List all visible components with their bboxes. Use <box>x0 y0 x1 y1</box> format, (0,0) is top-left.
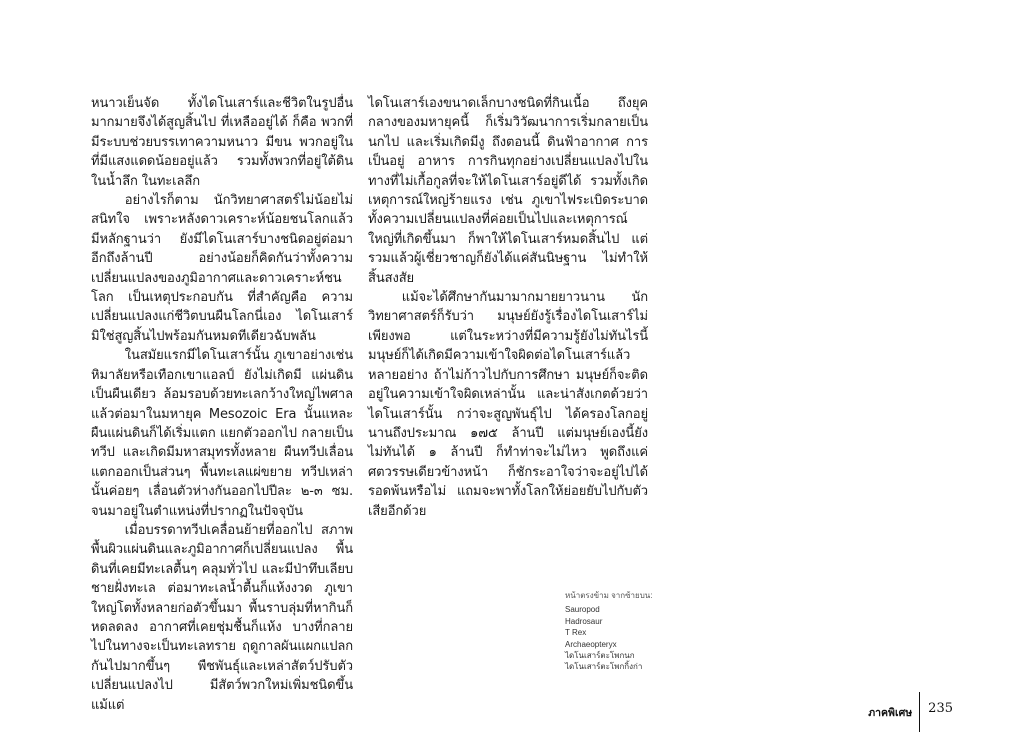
article-column-left <box>91 94 353 715</box>
caption-item: T Rex <box>565 628 587 638</box>
caption-item: Hadrosaur <box>565 616 603 626</box>
section-name: ภาคพิเศษ <box>868 707 913 719</box>
paragraph: เมื่อบรรดาทวีปเคลื่อนย้ายที่ออกไป สภาพพื้นผิวแผ่นดินและภูมิอากาศก็เปลี่ยนแปลง พื้นดินที่เคยมีทะเลตื้นๆ คลุมทั่วไป และมีป่าทึบเลียบชายฝั่งทะเล ต่อมาทะเลน้ำตื้นก็แห้งงวด ภูเขาใหญ่โตทั้งหลายก่อตัวขึ้นมา พื้นราบลุ่มที่หากินก็หดลดลง อากาศที่เคยชุ่มชื้นก็แห้ง บางที่กลายไปในทางจะเป็นทะเลทราย ฤดูกาลผันแผกแปลกกันไปมากขึ้นๆ พืชพันธุ์และเหล่าสัตว์ปรับตัวเปลี่ยนแปลงไป มีสัตว์พวกใหม่เพิ่มชนิดขึ้น แม้แต่ <box>91 522 353 713</box>
paragraph: ไดโนเสาร์เองขนาดเล็กบางชนิดที่กินเนื้อ ถึงยุคกลางของมหายุคนี้ ก็เริ่มวิวัฒนาการเริ่มกลายเป็นนกไป และเริ่มเกิดมีงู ถึงตอนนี้ ดินฟ้าอากาศ การเป็นอยู่ อาหาร การกินทุกอย่างเปลี่ยนแปลงไปในทางที่ไม่เกื้อกูลที่จะให้ไดโนเสาร์อยู่ดีได้ รวมทั้งเกิดเหตุการณ์ใหญ่ร้ายแรง เช่น ภูเขาไฟระเบิดระบาด ทั้งความเปลี่ยนแปลงที่ค่อยเป็นไปและเหตุการณ์ใหญ่ที่เกิดขึ้นมา ก็พาให้ไดโนเสาร์หมดสิ้นไป แต่รวมแล้วผู้เชี่ยวชาญก็ยังได้แค่สันนิษฐาน ไม่ทำให้สิ้นสงสัย <box>368 96 648 286</box>
caption-item: ไดโนเสาร์ตะโพกกิ้งก่า <box>565 662 643 672</box>
paragraph: หนาวเย็นจัด ทั้งไดโนเสาร์และชีวิตในรูปอื่นมากมายจึงได้สูญสิ้นไป ที่เหลืออยู่ได้ ก็คือ พวกที่มีระบบช่วยบรรเทาความหนาว มีขน พวกอยู่ในที่มีแสงแดดน้อยอยู่แล้ว รวมทั้งพวกที่อยู่ใต้ดิน ในน้ำลึก ในทะเลลึก <box>91 96 353 189</box>
caption-item: Archaeopteryx <box>565 639 617 649</box>
caption-item: Sauropod <box>565 605 600 615</box>
caption-title: หน้าตรงข้าม จากซ้ายบน: <box>565 591 653 600</box>
page-number: 235 <box>928 701 953 716</box>
caption-item: ไดโนเสาร์ตะโพกนก <box>565 651 635 661</box>
page-footer <box>868 692 953 732</box>
paragraph: แม้จะได้ศึกษากันมามากมายยาวนาน นักวิทยาศาสตร์ก็รับว่า มนุษย์ยังรู้เรื่องไดโนเสาร์ไม่เพียงพอ แต่ในระหว่างที่มีความรู้ยังไม่ทันไรนี้ มนุษย์ก็ได้เกิดมีความเข้าใจผิดต่อไดโนเสาร์แล้วหลายอย่าง ถ้าไม่ก้าวไปกับการศึกษา มนุษย์ก็จะติดอยู่ในความเข้าใจผิดเหล่านั้น และน่าสังเกตด้วยว่า ไดโนเสาร์นั้น กว่าจะสูญพันธุ์ไป ได้ครองโลกอยู่นานถึงประมาณ ๑๗๕ ล้านปี แต่มนุษย์เองนี้ยังไม่ทันได้ ๑ ล้านปี ก็ทำท่าจะไม่ไหว พูดถึงแค่ศตวรรษเดียวข้างหน้า ก็ชักระอาใจว่าจะอยู่ไปได้รอดพ้นหรือไม่ แถมจะพาทั้งโลกให้ย่อยยับไปกับตัวเสียอีกด้วย <box>368 290 648 519</box>
article-column-right <box>368 94 648 521</box>
paragraph: ในสมัยแรกมีไดโนเสาร์นั้น ภูเขาอย่างเช่นหิมาลัยหรือเทือกเขาแอลป์ ยังไม่เกิดมี แผ่นดินเป็นผืนเดียว ล้อมรอบด้วยทะเลกว้างใหญ่ไพศาล แล้วต่อมาในมหายุค Mesozoic Era นั้นแหละ ผืนแผ่นดินก็ได้เริ่มแตก แยกตัวออกไป กลายเป็นทวีป และเกิดมีมหาสมุทรทั้งหลาย ผืนทวีปเลื่อน แตกออกเป็นส่วนๆ พื้นทะเลแผ่ขยาย ทวีปเหล่านั้นค่อยๆ เลื่อนตัวห่างกันออกไปปีละ ๒-๓ ซม. จนมาอยู่ในตำแหน่งที่ปรากฏในปัจจุบัน <box>91 348 353 519</box>
footer-divider <box>919 692 920 732</box>
image-caption <box>565 590 725 673</box>
paragraph: อย่างไรก็ตาม นักวิทยาศาสตร์ไม่น้อยไม่สนิทใจ เพราะหลังดาวเคราะห์น้อยชนโลกแล้ว มีหลักฐานว่า ยังมีไดโนเสาร์บางชนิดอยู่ต่อมาอีกถึงล้านปี อย่างน้อยก็คิดกันว่าทั้งความเปลี่ยนแปลงของภูมิอากาศและดาวเคราะห์ชนโลก เป็นเหตุประกอบกัน ที่สำคัญคือ ความเปลี่ยนแปลงแก่ชีวิตบนผืนโลกนี่เอง ไดโนเสาร์มิใช่สูญสิ้นไปพร้อมกันหมดทีเดียวฉับพลัน <box>91 193 353 344</box>
